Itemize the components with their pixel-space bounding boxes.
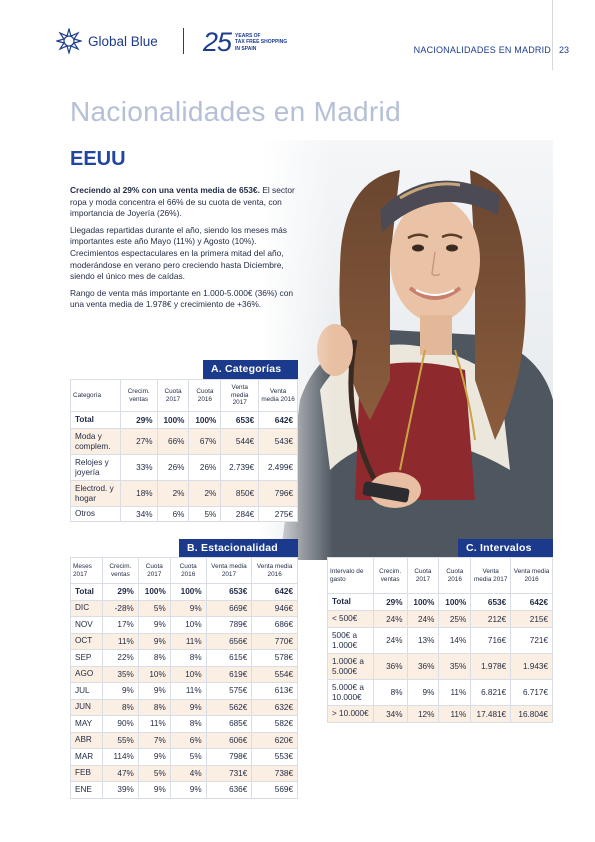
table-cell: 67%	[189, 429, 221, 455]
section-label: NACIONALIDADES EN MADRID	[413, 45, 551, 55]
table-cell: 9%	[138, 749, 170, 766]
column-header: Crecim. ventas	[373, 558, 407, 594]
table-row	[71, 584, 298, 601]
table-cell: 632€	[252, 699, 298, 716]
table-cell: 606€	[206, 732, 252, 749]
table-cell: Moda y complem.	[71, 429, 121, 455]
table-cell: ABR	[71, 732, 103, 749]
anniversary-text	[235, 33, 287, 53]
table-cell: 9%	[170, 782, 206, 799]
table-cell: 642€	[259, 412, 298, 429]
table-row	[71, 699, 298, 716]
table-header-row	[71, 380, 298, 412]
table-row	[71, 782, 298, 799]
column-header: Cuota 2017	[407, 558, 439, 594]
table-cell: 25%	[439, 611, 471, 628]
table-cell: 24%	[407, 611, 439, 628]
table-cell: 6.717€	[511, 680, 553, 706]
column-header: Venta media 2017	[206, 558, 252, 584]
global-blue-logo	[56, 28, 158, 54]
table-cell: 575€	[206, 683, 252, 700]
table-cell: 613€	[252, 683, 298, 700]
table-row	[71, 507, 298, 522]
table-cell: 5%	[189, 507, 221, 522]
table-cell: 1.943€	[511, 654, 553, 680]
column-header: Crecim. ventas	[102, 558, 138, 584]
table-cell: 562€	[206, 699, 252, 716]
anniversary-line-1: YEARS OF	[235, 32, 261, 39]
table-cell: 653€	[221, 412, 259, 429]
table-cell: 554€	[252, 666, 298, 683]
intro-paragraph-1-rest: El sector ropa y moda concentra el 66% de su cuota de venta, con importancia de Joyería (26%).	[70, 185, 295, 219]
table-cell: JUL	[71, 683, 103, 700]
table-header-row	[71, 558, 298, 584]
table-row	[71, 617, 298, 634]
table-cell: 11%	[439, 680, 471, 706]
table-cell: 642€	[252, 584, 298, 601]
table-cell: 35%	[102, 666, 138, 683]
table-cell: OCT	[71, 633, 103, 650]
globe-icon	[56, 28, 82, 54]
table-cell: 29%	[373, 594, 407, 611]
table-cell: Relojes y joyería	[71, 455, 121, 481]
intro-highlight: Creciendo al 29% con una venta media de 653€.	[70, 185, 260, 195]
anniversary-number: 25	[203, 27, 232, 57]
table-cell: 653€	[206, 584, 252, 601]
anniversary-line-2: TAX FREE SHOPPING	[235, 39, 288, 46]
table-cell: 100%	[439, 594, 471, 611]
table-cell: 4%	[170, 765, 206, 782]
column-header: Venta media 2016	[252, 558, 298, 584]
table-cell: 9%	[138, 683, 170, 700]
column-header: Cuota 2016	[439, 558, 471, 594]
table-cell: 9%	[407, 680, 439, 706]
table-row	[71, 749, 298, 766]
intervalos-table	[327, 557, 553, 723]
table-cell: 90%	[102, 716, 138, 733]
table-cell: 9%	[170, 600, 206, 617]
country-heading: EEUU	[70, 148, 126, 170]
table-row	[328, 680, 553, 706]
table-cell: 29%	[120, 412, 157, 429]
table-cell: 14%	[439, 628, 471, 654]
table-row	[71, 412, 298, 429]
table-cell: Electrod. y hogar	[71, 481, 121, 507]
table-cell: 27%	[120, 429, 157, 455]
column-header: Meses 2017	[71, 558, 103, 584]
table-cell: 8%	[138, 699, 170, 716]
table-cell: AGO	[71, 666, 103, 683]
table-cell: 6%	[170, 732, 206, 749]
column-header: Venta media 2016	[511, 558, 553, 594]
table-cell: 578€	[252, 650, 298, 667]
page-number-divider	[552, 0, 553, 70]
table-cell: 569€	[252, 782, 298, 799]
column-header: Venta media 2016	[259, 380, 298, 412]
table-cell: NOV	[71, 617, 103, 634]
table-cell: 716€	[471, 628, 511, 654]
table-cell: 17.481€	[471, 706, 511, 723]
table-row	[71, 765, 298, 782]
table-cell: 17%	[102, 617, 138, 634]
table-cell: 13%	[407, 628, 439, 654]
table-cell: 11%	[138, 716, 170, 733]
tab-categorias: A. Categorías	[203, 360, 298, 379]
table-cell: 114%	[102, 749, 138, 766]
table-cell: 11%	[439, 706, 471, 723]
table-cell: 275€	[259, 507, 298, 522]
table-cell: 26%	[157, 455, 189, 481]
table-cell: -28%	[102, 600, 138, 617]
table-cell: 36%	[407, 654, 439, 680]
table-cell: 1.978€	[471, 654, 511, 680]
table-cell: 34%	[120, 507, 157, 522]
table-cell: 685€	[206, 716, 252, 733]
tab-intervalos: C. Intervalos	[458, 539, 553, 558]
table-cell: 100%	[138, 584, 170, 601]
table-cell: 1.000€ a 5.000€	[328, 654, 374, 680]
column-header: Cuota 2016	[189, 380, 221, 412]
table-cell: 5.000€ a 10.000€	[328, 680, 374, 706]
table-cell: 738€	[252, 765, 298, 782]
table-cell: 686€	[252, 617, 298, 634]
table-cell: 544€	[221, 429, 259, 455]
table-cell: 770€	[252, 633, 298, 650]
table-cell: 636€	[206, 782, 252, 799]
table-cell: 731€	[206, 765, 252, 782]
table-cell: 100%	[170, 584, 206, 601]
tab-estacionalidad: B. Estacionalidad	[179, 539, 298, 558]
table-cell: 8%	[373, 680, 407, 706]
column-header: Cuota 2017	[138, 558, 170, 584]
intro-paragraph-1	[70, 185, 306, 220]
table-cell: 796€	[259, 481, 298, 507]
table-cell: 284€	[221, 507, 259, 522]
table-row	[71, 666, 298, 683]
table-cell: 66%	[157, 429, 189, 455]
table-cell: 946€	[252, 600, 298, 617]
table-row	[71, 650, 298, 667]
column-header: Venta media 2017	[221, 380, 259, 412]
table-cell: Total	[71, 412, 121, 429]
table-cell: 582€	[252, 716, 298, 733]
page-title: Nacionalidades en Madrid	[70, 96, 401, 127]
table-row	[71, 633, 298, 650]
table-cell: 8%	[138, 650, 170, 667]
table-cell: 10%	[170, 617, 206, 634]
table-cell: 620€	[252, 732, 298, 749]
table-cell: 8%	[170, 650, 206, 667]
table-cell: 5%	[170, 749, 206, 766]
table-cell: 24%	[373, 628, 407, 654]
table-cell: 35%	[439, 654, 471, 680]
table-cell: Otros	[71, 507, 121, 522]
table-cell: 9%	[170, 699, 206, 716]
table-cell: 2%	[189, 481, 221, 507]
table-cell: 11%	[170, 633, 206, 650]
table-cell: 6.821€	[471, 680, 511, 706]
table-cell: 16.804€	[511, 706, 553, 723]
table-cell: 34%	[373, 706, 407, 723]
table-cell: 2.739€	[221, 455, 259, 481]
table-cell: 11%	[102, 633, 138, 650]
header-divider	[183, 28, 184, 54]
table-cell: 500€ a 1.000€	[328, 628, 374, 654]
table-cell: 8%	[170, 716, 206, 733]
intro-paragraph-2: Llegadas repartidas durante el año, siendo los meses más importantes este año Mayo (11%) y Agosto (10%). Crecimientos espectaculares en la primera mitad del año, moderándose en verano pero creciendo hasta Diciembre, siendo el único mes de caídas.	[70, 224, 287, 282]
table-cell: > 10.000€	[328, 706, 374, 723]
intro-text	[70, 185, 306, 316]
table-cell: 26%	[189, 455, 221, 481]
table-cell: 9%	[138, 633, 170, 650]
page-number: 23	[559, 45, 570, 55]
table-cell: 100%	[157, 412, 189, 429]
table-row	[328, 594, 553, 611]
table-cell: 798€	[206, 749, 252, 766]
table-cell: 100%	[189, 412, 221, 429]
table-cell: MAR	[71, 749, 103, 766]
table-cell: 215€	[511, 611, 553, 628]
table-cell: < 500€	[328, 611, 374, 628]
column-header: Crecim. ventas	[120, 380, 157, 412]
table-header-row	[328, 558, 553, 594]
table-cell: 10%	[170, 666, 206, 683]
table-cell: 47%	[102, 765, 138, 782]
table-row	[71, 429, 298, 455]
table-cell: 615€	[206, 650, 252, 667]
table-cell: 656€	[206, 633, 252, 650]
table-cell: 18%	[120, 481, 157, 507]
table-cell: FEB	[71, 765, 103, 782]
table-cell: 6%	[157, 507, 189, 522]
column-header: Cuota 2017	[157, 380, 189, 412]
table-cell: 212€	[471, 611, 511, 628]
table-cell: 2%	[157, 481, 189, 507]
table-row	[328, 706, 553, 723]
table-row	[328, 628, 553, 654]
table-cell: 9%	[102, 683, 138, 700]
intro-paragraph-3: Rango de venta más importante en 1.000-5.000€ (36%) con una venta media de 1.978€ y crecimiento de +36%.	[70, 287, 294, 310]
table-row	[71, 600, 298, 617]
table-cell: 9%	[138, 782, 170, 799]
table-cell: 33%	[120, 455, 157, 481]
table-row	[71, 455, 298, 481]
table-cell: 2.499€	[259, 455, 298, 481]
table-cell: MAY	[71, 716, 103, 733]
table-cell: 8%	[102, 699, 138, 716]
table-row	[71, 716, 298, 733]
table-cell: 29%	[102, 584, 138, 601]
anniversary-badge	[203, 27, 287, 58]
table-row	[71, 683, 298, 700]
table-cell: 24%	[373, 611, 407, 628]
column-header: Venta media 2017	[471, 558, 511, 594]
table-cell: 55%	[102, 732, 138, 749]
estacionalidad-table	[70, 557, 298, 799]
table-row	[328, 654, 553, 680]
table-cell: ENE	[71, 782, 103, 799]
table-cell: 7%	[138, 732, 170, 749]
table-cell: 553€	[252, 749, 298, 766]
table-cell: 850€	[221, 481, 259, 507]
table-row	[71, 481, 298, 507]
table-cell: Total	[328, 594, 374, 611]
table-cell: 789€	[206, 617, 252, 634]
table-row	[71, 732, 298, 749]
table-cell: 11%	[170, 683, 206, 700]
column-header: Intervalo de gasto	[328, 558, 374, 594]
table-cell: JUN	[71, 699, 103, 716]
column-header: Cuota 2016	[170, 558, 206, 584]
anniversary-line-3: IN SPAIN	[235, 45, 257, 52]
table-row	[328, 611, 553, 628]
categorias-table	[70, 379, 298, 522]
table-cell: 669€	[206, 600, 252, 617]
table-cell: SEP	[71, 650, 103, 667]
table-cell: 10%	[138, 666, 170, 683]
table-cell: 36%	[373, 654, 407, 680]
table-cell: 619€	[206, 666, 252, 683]
table-cell: 653€	[471, 594, 511, 611]
table-cell: 22%	[102, 650, 138, 667]
table-cell: Total	[71, 584, 103, 601]
table-cell: 9%	[138, 617, 170, 634]
table-cell: 12%	[407, 706, 439, 723]
table-cell: 543€	[259, 429, 298, 455]
table-cell: 642€	[511, 594, 553, 611]
brand-name: Global Blue	[88, 33, 158, 49]
column-header: Categoría	[71, 380, 121, 412]
table-cell: DIC	[71, 600, 103, 617]
table-cell: 100%	[407, 594, 439, 611]
table-cell: 5%	[138, 600, 170, 617]
table-cell: 39%	[102, 782, 138, 799]
table-cell: 5%	[138, 765, 170, 782]
table-cell: 721€	[511, 628, 553, 654]
